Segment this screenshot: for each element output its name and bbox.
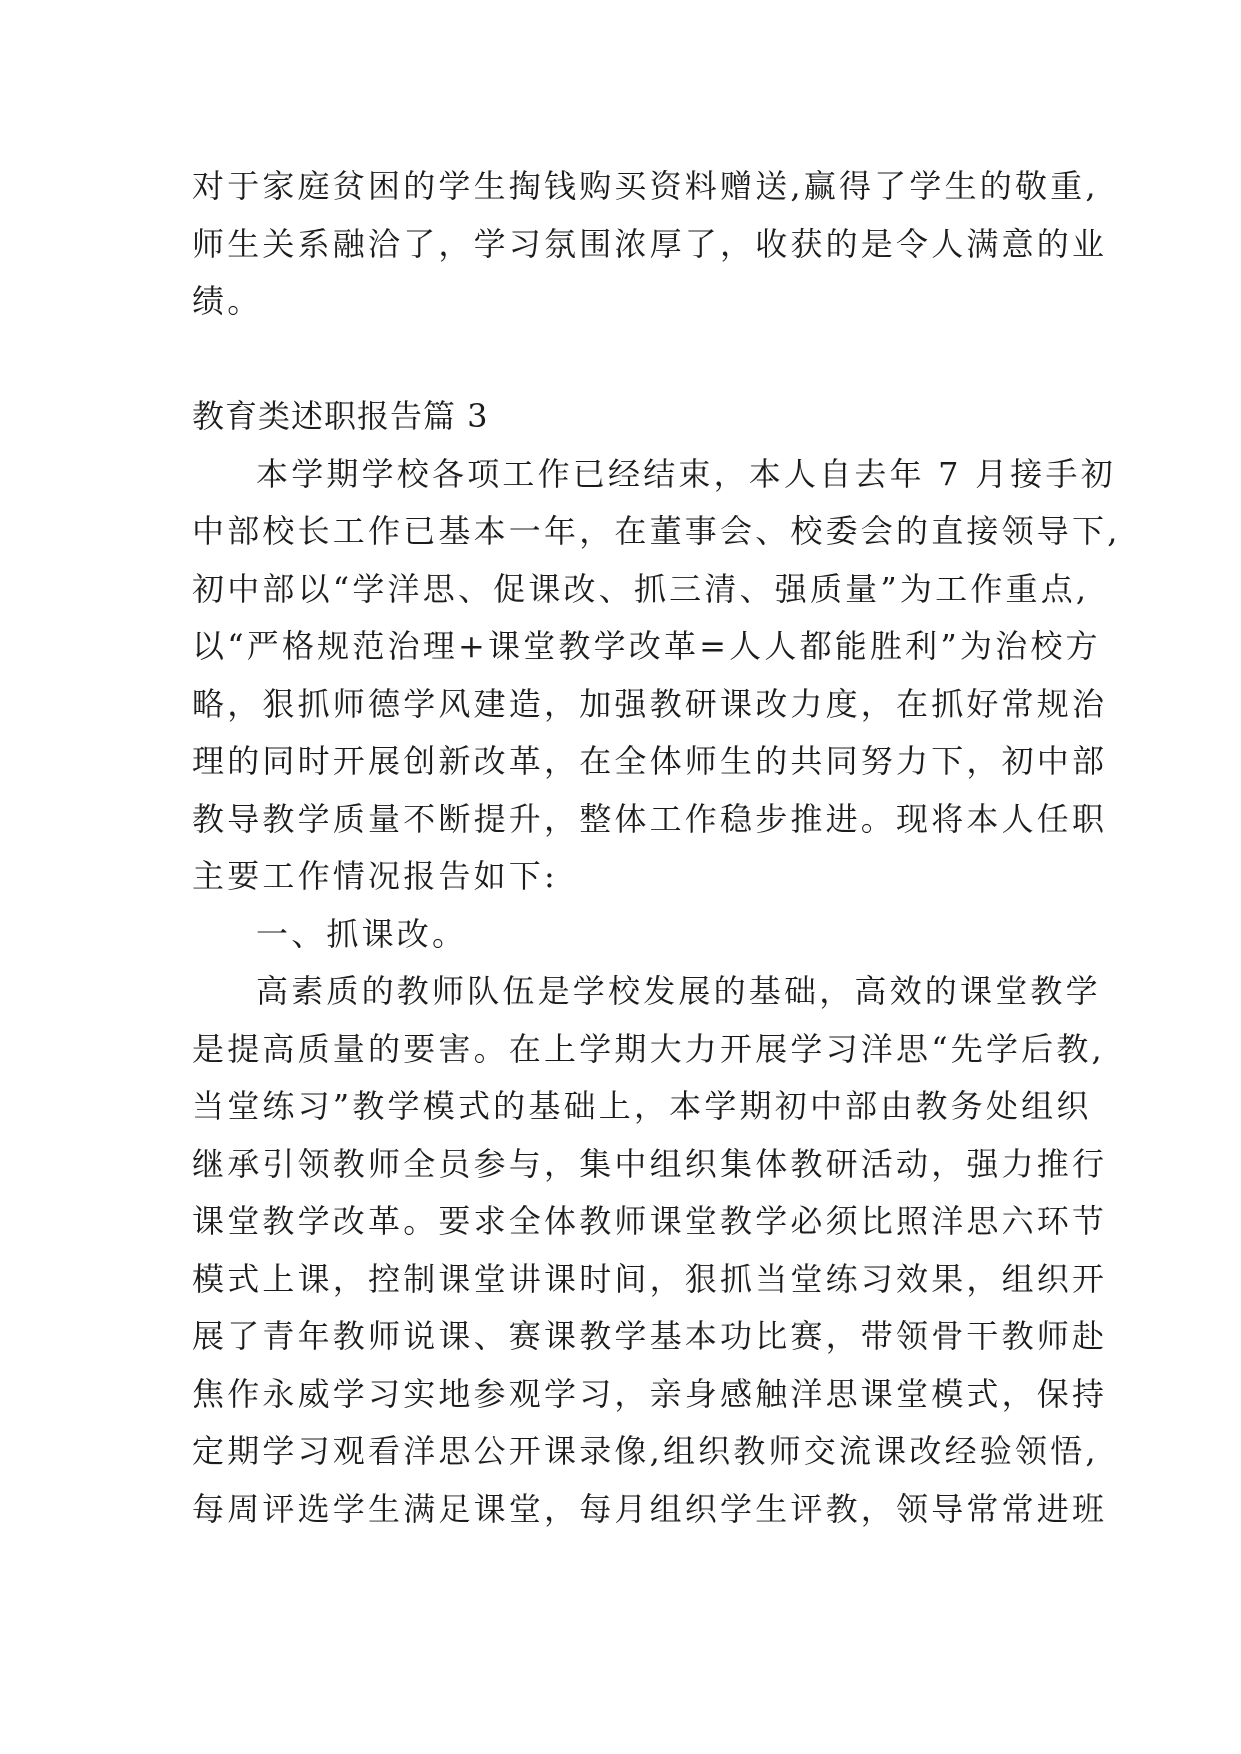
section-title: 教育类述职报告篇 3 — [192, 397, 489, 435]
text-line: 高素质的教师队伍是学校发展的基础，高效的课堂教学 — [256, 972, 1101, 1010]
text-line: 继承引领教师全员参与，集中组织集体教研活动，强力推行 — [192, 1144, 1108, 1183]
text-line: 以“严格规范治理+课堂教学改革=人人都能胜利”为治校方 — [192, 627, 1101, 665]
text-line: 模式上课，控制课堂讲课时间，狠抓当堂练习效果，组织开 — [192, 1259, 1108, 1298]
text-line: 初中部以“学洋思、促课改、抓三清、强质量”为工作重点, — [192, 569, 1090, 608]
text-line: 本学期学校各项工作已经结束，本人自去年 7 月接手初 — [256, 454, 1116, 493]
subheading: 一、抓课改。 — [256, 914, 468, 953]
text-line: 教导教学质量不断提升，整体工作稳步推进。现将本人任职 — [192, 799, 1108, 838]
text-line: 是提高质量的要害。在上学期大力开展学习洋思“先学后教, — [192, 1029, 1105, 1068]
text-line: 每周评选学生满足课堂，每月组织学生评教，领导常常进班 — [192, 1489, 1108, 1528]
text-line: 展了青年教师说课、赛课教学基本功比赛，带领骨干教师赴 — [192, 1317, 1108, 1355]
text-line: 定期学习观看洋思公开课录像,组织教师交流课改经验领悟, — [192, 1432, 1099, 1470]
text-line: 主要工作情况报告如下: — [192, 857, 558, 895]
text-line: 绩。 — [192, 282, 263, 320]
document-body — [192, 158, 1121, 1538]
text-line: 理的同时开展创新改革，在全体师生的共同努力下，初中部 — [192, 742, 1108, 780]
text-line: 师生关系融洽了，学习氛围浓厚了，收获的是令人满意的业 — [192, 224, 1108, 263]
text-line: 当堂练习”教学模式的基础上，本学期初中部由教务处组织 — [192, 1087, 1092, 1125]
text-line: 略，狠抓师德学风建造，加强教研课改力度，在抓好常规治 — [192, 684, 1108, 723]
text-line: 对于家庭贫困的学生掏钱购买资料赠送,赢得了学生的敬重, — [192, 167, 1099, 205]
text-line: 课堂教学改革。要求全体教师课堂教学必须比照洋思六环节 — [192, 1202, 1108, 1240]
text-line: 中部校长工作已基本一年，在董事会、校委会的直接领导下, — [192, 512, 1121, 550]
paragraph-gap — [192, 331, 1052, 389]
text-line: 焦作永威学习实地参观学习，亲身感触洋思课堂模式，保持 — [192, 1374, 1108, 1413]
